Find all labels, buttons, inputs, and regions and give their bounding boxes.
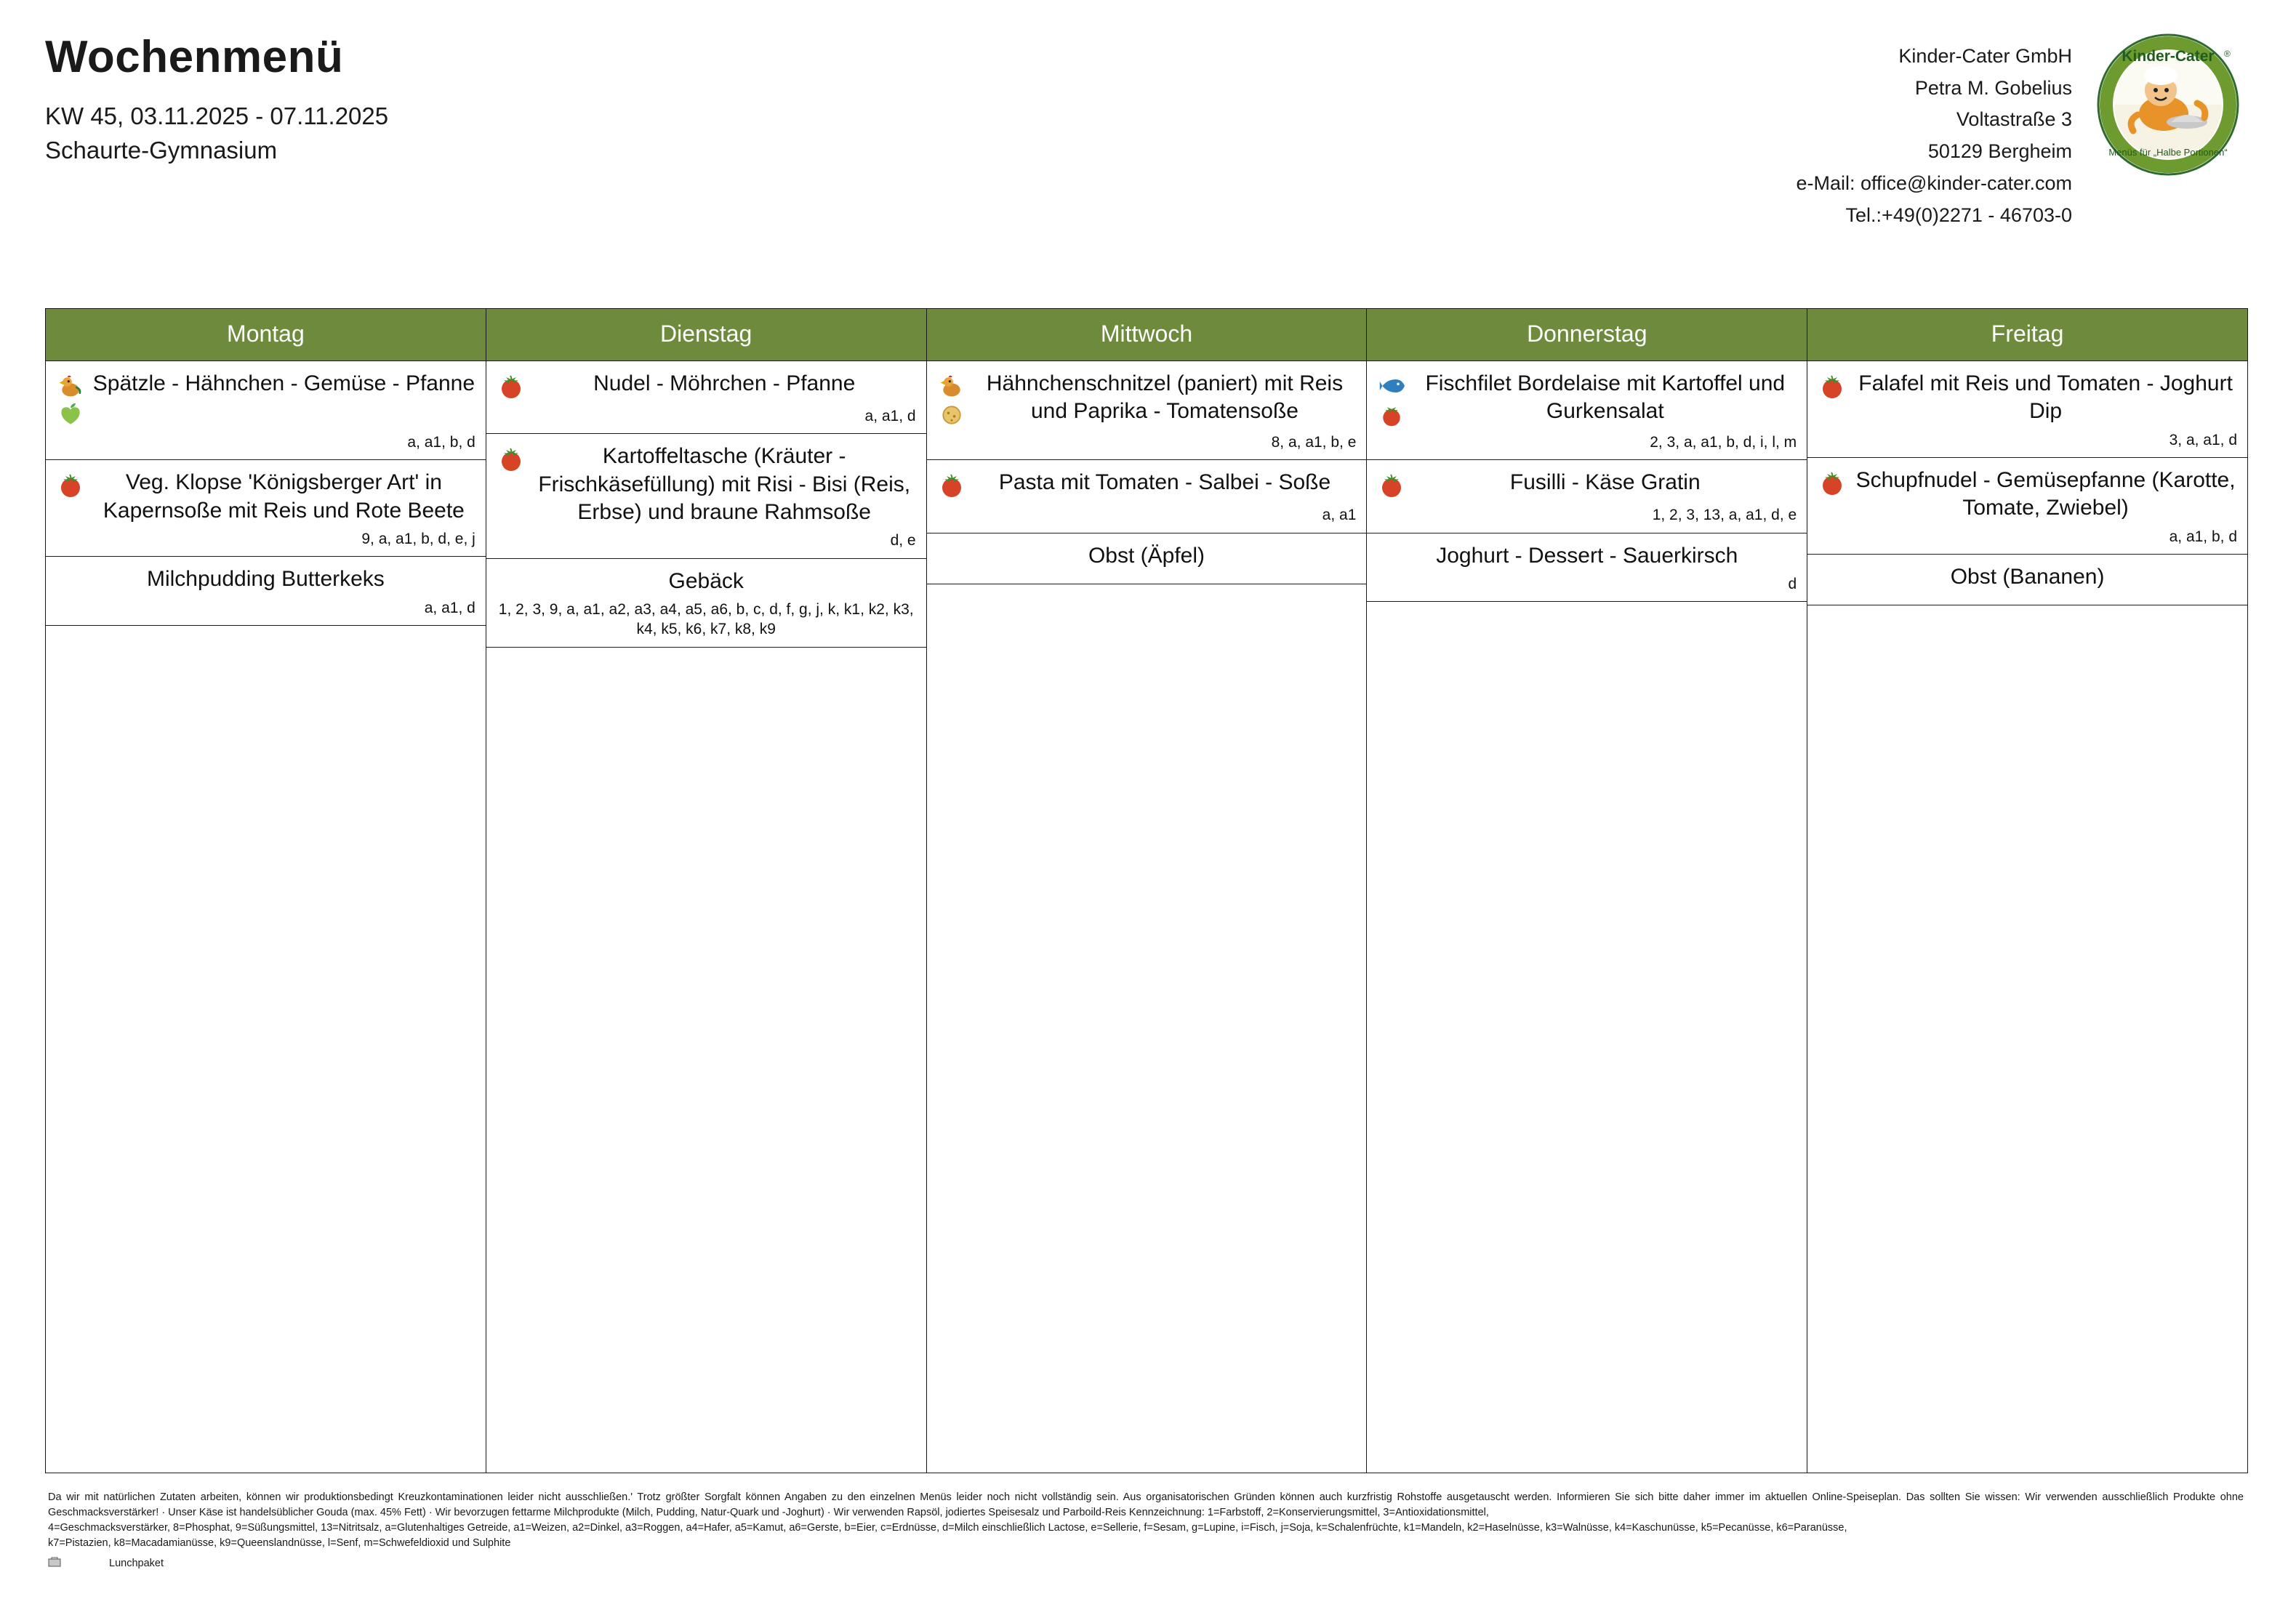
menu-item [1807, 361, 2247, 458]
day-column-montag [46, 361, 486, 1473]
menu-item-allergens: d, e [890, 532, 916, 549]
company-city: 50129 Bergheim [1927, 140, 2072, 163]
footer-line-1: Da wir mit natürlichen Zutaten arbeiten, können wir produktionsbedingt Kreuzkontaminationen leider nicht ausschließen.' Trotz größter Sorgfalt können Angaben zu den einzelnen Menüs leider noch nicht vollständig sein. Aus organisatorischen Gründen können auch kurzfristig Rohstoffe ausgetauscht werden. Informieren Sie sich bitte daher immer im aktuellen Online-Speiseplan. Das sollten Sie wissen: Wir verwenden ausschließlich Produkte ohne Geschmacksverstärker! · Unser Käse ist handelsüblicher Gouda (max. 45% Fett) · Wir bevorzugen fettarme Milchprodukte (Milch, Pudding, Natur-Quark und -Joghurt) · Wir verwenden Rapsöl, jodiertes Speisesalz und Parboild-Reis Kennzeichnung: 1=Farbstoff, 2=Konservierungsmittel, 3=Antioxidationsmittel, [48, 1491, 2244, 1519]
menu-item-allergens: a, a1, d [424, 599, 475, 616]
menu-item [486, 434, 926, 558]
header-left [45, 33, 388, 168]
menu-item-allergens: 2, 3, a, a1, b, d, i, l, m [1650, 434, 1797, 451]
lunchpaket-legend [48, 1555, 2244, 1572]
day-column-donnerstag [1367, 361, 1807, 1473]
menu-item-name: Spätzle - Hähnchen - Gemüse - Pfanne [92, 371, 475, 395]
menu-item-name: Obst (Bananen) [1950, 565, 2105, 589]
lunchpaket-label: Lunchpaket [109, 1558, 164, 1570]
school-name: Schaurte-Gymnasium [45, 136, 278, 164]
chicken-icon [56, 371, 85, 428]
svg-text:Menüs für „Halbe Portionen“: Menüs für „Halbe Portionen“ [2108, 147, 2228, 158]
menu-item [1367, 460, 1807, 533]
menu-item-allergens: a, a1, d [864, 408, 916, 424]
day-column-dienstag [486, 361, 926, 1473]
company-name: Kinder-Cater GmbH [1898, 45, 2072, 67]
menu-item [486, 559, 926, 648]
column-header-freitag: Freitag [1807, 309, 2248, 361]
menu-item-allergens: a, a1, b, d [2169, 528, 2237, 545]
menu-item [1807, 555, 2247, 605]
tomato-icon [1377, 470, 1406, 501]
lunchbox-icon [48, 1555, 61, 1572]
column-header-donnerstag: Donnerstag [1367, 309, 1807, 361]
menu-item-name: Fusilli - Käse Gratin [1509, 470, 1701, 495]
menu-item [486, 361, 926, 434]
week-range: KW 45, 03.11.2025 - 07.11.2025 [45, 102, 389, 130]
menu-item-name: Fischfilet Bordelaise mit Kartoffel und Gurkensalat [1425, 371, 1786, 424]
tomato-icon [1818, 468, 1847, 499]
menu-item-name: Kartoffeltasche (Kräuter - Frischkäsefüllung) mit Risi - Bisi (Reis, Erbse) und braune Rahmsoße [538, 444, 911, 525]
menu-item-name: Schupfnudel - Gemüsepfanne (Karotte, Tomate, Zwiebel) [1855, 468, 2236, 520]
legal-footer [48, 1490, 2244, 1572]
company-contact-person: Petra M. Gobelius [1914, 76, 2072, 99]
tomato-icon [1818, 371, 1847, 402]
menu-item [1367, 361, 1807, 460]
fish-icon [1377, 371, 1406, 428]
table-header-row [46, 309, 2248, 361]
svg-text:Kinder-Cater: Kinder-Cater [2122, 48, 2215, 65]
menu-item [46, 557, 486, 626]
company-email: e-Mail: office@kinder-cater.com [1796, 172, 2072, 194]
menu-item-name: Hähnchenschnitzel (paniert) mit Reis und Paprika - Tomatensoße [986, 371, 1344, 424]
header-right [1796, 33, 2245, 231]
menu-item [46, 460, 486, 557]
menu-item-name: Milchpudding Butterkeks [146, 567, 385, 592]
menu-item [1367, 533, 1807, 603]
menu-item [927, 460, 1367, 533]
menu-item-name: Obst (Äpfel) [1088, 543, 1205, 568]
menu-item-name: Falafel mit Reis und Tomaten - Joghurt Dip [1858, 371, 2233, 424]
menu-item [46, 361, 486, 460]
menu-item-allergens: 1, 2, 3, 13, a, a1, d, e [1652, 507, 1797, 524]
page-header [0, 0, 2296, 231]
menu-item [1807, 458, 2247, 555]
menu-item-allergens: 1, 2, 3, 9, a, a1, a2, a3, a4, a5, a6, b, c, d, f, g, j, k, k1, k2, k3, k4, k5, k6, k7, k8, k9 [498, 601, 914, 638]
company-street: Voltastraße 3 [1956, 108, 2072, 131]
menu-item [927, 361, 1367, 460]
company-address [1796, 33, 2072, 231]
tomato-icon [56, 470, 85, 501]
menu-item-allergens: a, a1 [1322, 507, 1357, 524]
column-header-mittwoch: Mittwoch [926, 309, 1367, 361]
menu-item-allergens: 9, a, a1, b, d, e, j [361, 531, 475, 548]
menu-item-name: Pasta mit Tomaten - Salbei - Soße [998, 470, 1331, 495]
menu-item [927, 533, 1367, 584]
tomato-icon [937, 470, 966, 501]
tomato-icon [497, 444, 526, 475]
tomato-icon [497, 371, 526, 402]
svg-text:®: ® [2224, 49, 2231, 59]
menu-item-allergens: 8, a, a1, b, e [1271, 434, 1357, 451]
kinder-cater-logo [2091, 28, 2245, 182]
page-title: Wochenmenü [45, 32, 344, 82]
weekly-menu-table [45, 308, 2248, 1473]
menu-item-name: Joghurt - Dessert - Sauerkirsch [1436, 543, 1738, 568]
menu-item-allergens: d [1788, 575, 1797, 592]
menu-item-name: Veg. Klopse 'Königsberger Art' in Kapernsoße mit Reis und Rote Beete [103, 470, 465, 523]
column-header-dienstag: Dienstag [486, 309, 926, 361]
column-header-montag: Montag [46, 309, 486, 361]
menu-item-allergens: a, a1, b, d [407, 434, 475, 451]
company-phone: Tel.:+49(0)2271 - 46703-0 [1845, 204, 2072, 226]
menu-item-name: Gebäck [668, 568, 744, 593]
day-column-freitag [1807, 361, 2248, 1473]
day-column-mittwoch [926, 361, 1367, 1473]
menu-item-name: Nudel - Möhrchen - Pfanne [593, 371, 856, 395]
table-row [46, 361, 2248, 1473]
footer-line-3: k7=Pistazien, k8=Macadamianüsse, k9=Queenslandnüsse, l=Senf, m=Schwefeldioxid und Sulphite [48, 1537, 511, 1550]
footer-line-2: 4=Geschmacksverstärker, 8=Phosphat, 9=Süßungsmittel, 13=Nitritsalz, a=Glutenhaltiges Getreide, a1=Weizen, a2=Dinkel, a3=Roggen, a4=Hafer, a5=Kamut, a6=Gerste, b=Eier, c=Erdnüsse, d=Milch einschließlich Lactose, e=Sellerie, f=Sesam, g=Lupine, i=Fisch, j=Soja, k=Schalenfrüchte, k1=Mandeln, k2=Haselnüsse, k3=Walnüsse, k4=Kaschunüsse, k5=Pecanüsse, k6=Paranüsse, [48, 1522, 1847, 1534]
chicken-icon [937, 371, 966, 428]
menu-item-allergens: 3, a, a1, d [2169, 431, 2237, 448]
